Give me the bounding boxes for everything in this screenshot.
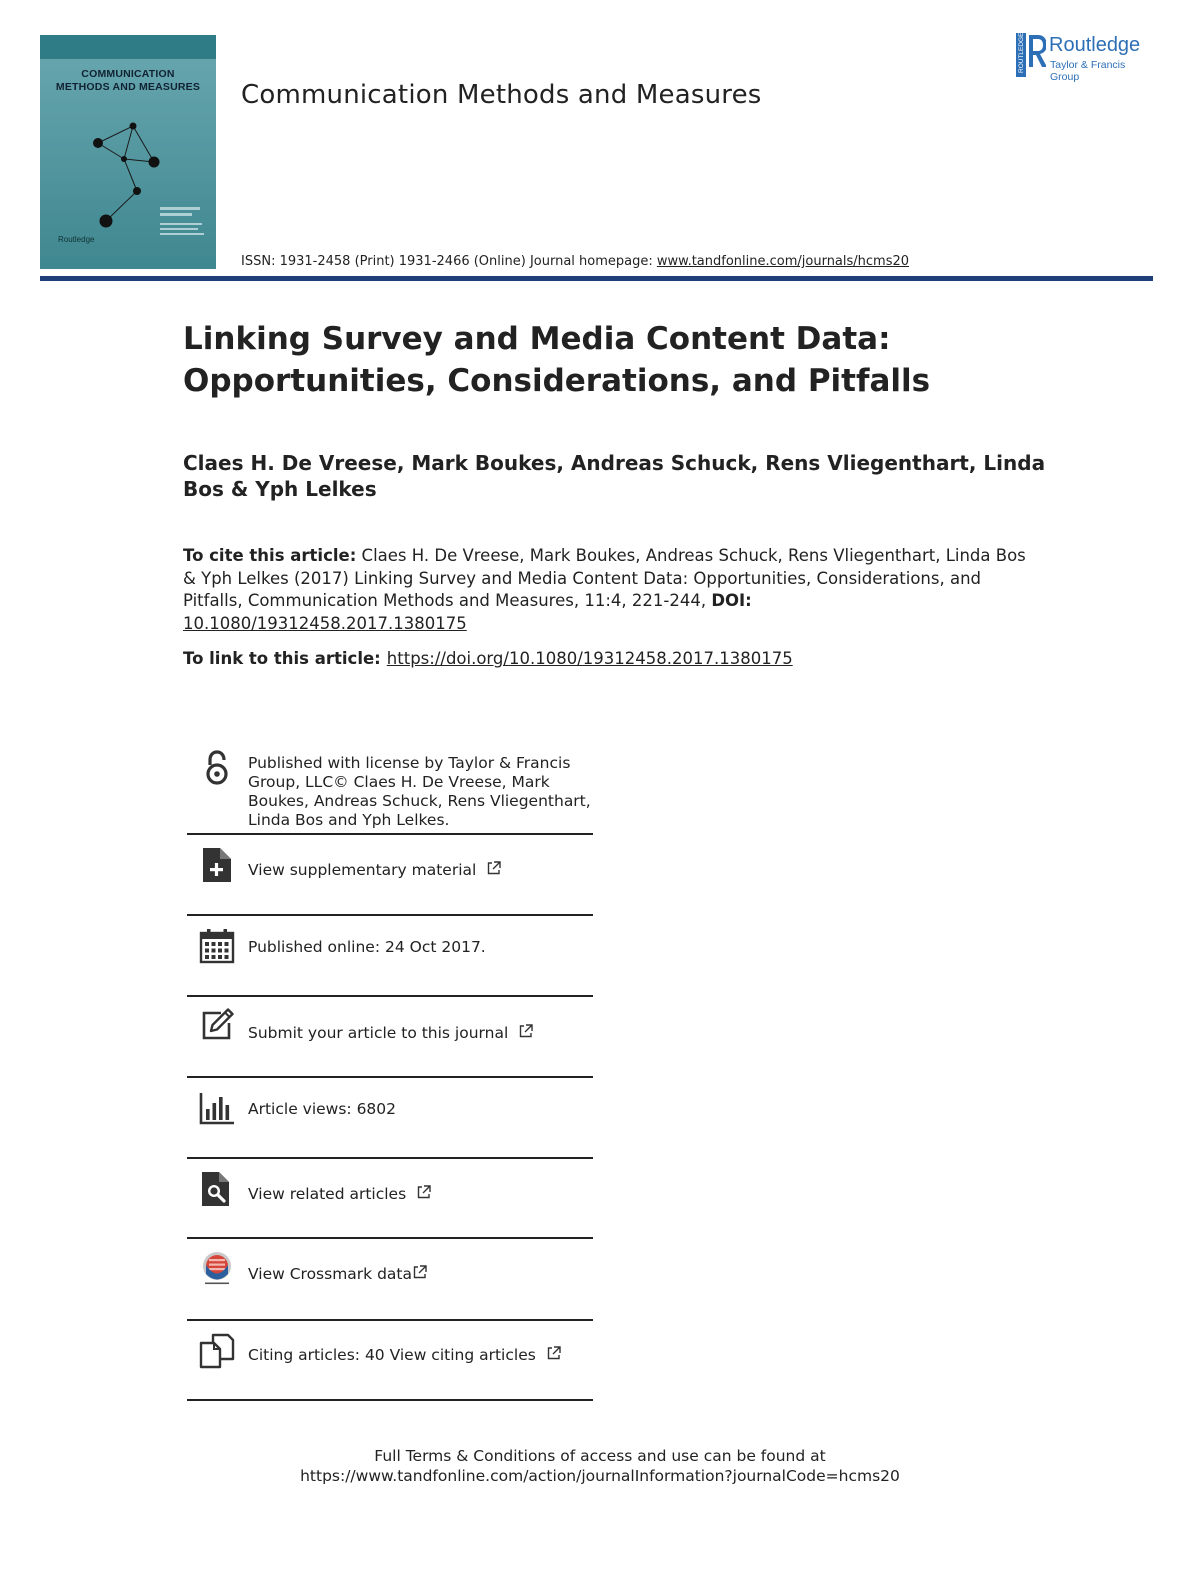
edit-icon: [199, 1007, 235, 1043]
crossmark-row[interactable]: [187, 1239, 593, 1319]
license-line3: Boukes, Andreas Schuck, Rens Vliegenthart,: [248, 792, 591, 810]
svg-text:ROUTLEDGE: ROUTLEDGE: [1018, 33, 1025, 73]
citing-articles-link[interactable]: [248, 1346, 561, 1365]
related-articles-link[interactable]: [248, 1185, 431, 1204]
license-text: [248, 754, 591, 830]
footer-terms-url[interactable]: https://www.tandfonline.com/action/journalInformation?journalCode=hcms20: [300, 1467, 900, 1485]
submit-article-link[interactable]: [248, 1024, 533, 1043]
supplementary-link[interactable]: [248, 861, 501, 880]
crossmark-link[interactable]: [248, 1265, 427, 1284]
crossmark-label: View Crossmark data: [248, 1265, 412, 1283]
related-row[interactable]: [187, 1159, 593, 1239]
issn-line: [241, 254, 909, 269]
views-row: [187, 1078, 593, 1158]
citing-label: Citing articles: 40 View citing articles: [248, 1346, 536, 1364]
article-title-line1: Linking Survey and Media Content Data:: [183, 321, 891, 357]
issn-text: ISSN: 1931-2458 (Print) 1931-2466 (Online) Journal homepage:: [241, 254, 657, 269]
journal-title: Communication Methods and Measures: [241, 80, 762, 110]
journal-cover-image: [40, 35, 216, 269]
cite-doi-label: DOI:: [711, 591, 752, 610]
routledge-subtitle: Taylor & Francis Group: [1050, 59, 1126, 83]
copy-documents-icon: [199, 1333, 235, 1369]
cover-publisher-label: Routledge: [58, 235, 95, 244]
article-doi-url[interactable]: https://doi.org/10.1080/19312458.2017.1380175: [386, 649, 793, 668]
external-link-icon: [487, 861, 501, 875]
header-divider: [40, 276, 1153, 281]
cover-title-line2: METHODS AND MEASURES: [55, 81, 201, 93]
routledge-logo[interactable]: [1016, 33, 1156, 83]
routledge-name: Routledge: [1049, 34, 1141, 56]
supplementary-row[interactable]: [187, 835, 593, 915]
cite-text: Claes H. De Vreese, Mark Boukes, Andreas Schuck, Rens Vliegenthart, Linda Bos & Yph Lelkes (2017) Linking Survey and Media Content Data: Opportunities, Considerations, and Pitfalls, Communication Methods and Measures, 11:4, 221-244,: [183, 546, 1026, 610]
footer-line1: Full Terms & Conditions of access and use can be found at: [374, 1447, 826, 1465]
published-row: [187, 916, 593, 996]
add-file-icon: [199, 847, 235, 883]
cover-network-graphic: [40, 35, 216, 269]
journal-homepage-link[interactable]: www.tandfonline.com/journals/hcms20: [656, 254, 910, 269]
published-date: Published online: 24 Oct 2017.: [248, 938, 486, 956]
open-access-icon: [199, 750, 235, 786]
crossmark-icon: [199, 1251, 235, 1287]
article-link-line: [183, 649, 793, 668]
link-label: To link to this article:: [183, 649, 381, 668]
license-row: [187, 748, 593, 838]
license-line1: Published with license by Taylor & Francis: [248, 754, 571, 772]
article-title-line2: Opportunities, Considerations, and Pitfalls: [183, 363, 931, 399]
related-label: View related articles: [248, 1185, 407, 1203]
info-divider: [187, 1399, 593, 1401]
article-views: Article views: 6802: [248, 1100, 397, 1118]
citation-block: [183, 545, 1043, 635]
search-document-icon: [199, 1171, 235, 1207]
cover-title-line1: COMMUNICATION: [81, 68, 175, 80]
submit-label: Submit your article to this journal: [248, 1024, 509, 1042]
external-link-icon: [547, 1346, 561, 1360]
external-link-icon: [519, 1024, 533, 1038]
article-authors: [183, 450, 1063, 502]
submit-row[interactable]: [187, 997, 593, 1077]
external-link-icon: [413, 1265, 427, 1279]
cite-doi-link[interactable]: 10.1080/19312458.2017.1380175: [183, 613, 467, 633]
calendar-icon: [199, 928, 235, 964]
authors-line1: Claes H. De Vreese, Mark Boukes, Andreas Schuck, Rens Vliegenthart, Linda: [183, 451, 1046, 475]
authors-line2: Bos & Yph Lelkes: [183, 477, 377, 501]
license-line4: Linda Bos and Yph Lelkes.: [248, 811, 450, 829]
cite-label: To cite this article:: [183, 546, 357, 565]
routledge-r-icon: [1016, 33, 1046, 77]
license-line2: Group, LLC© Claes H. De Vreese, Mark: [248, 773, 550, 791]
citing-row[interactable]: [187, 1321, 593, 1401]
external-link-icon: [417, 1185, 431, 1199]
supplementary-label: View supplementary material: [248, 861, 477, 879]
terms-footer: [0, 1446, 1200, 1486]
bar-chart-icon: [199, 1090, 235, 1126]
article-title: [183, 318, 1043, 402]
